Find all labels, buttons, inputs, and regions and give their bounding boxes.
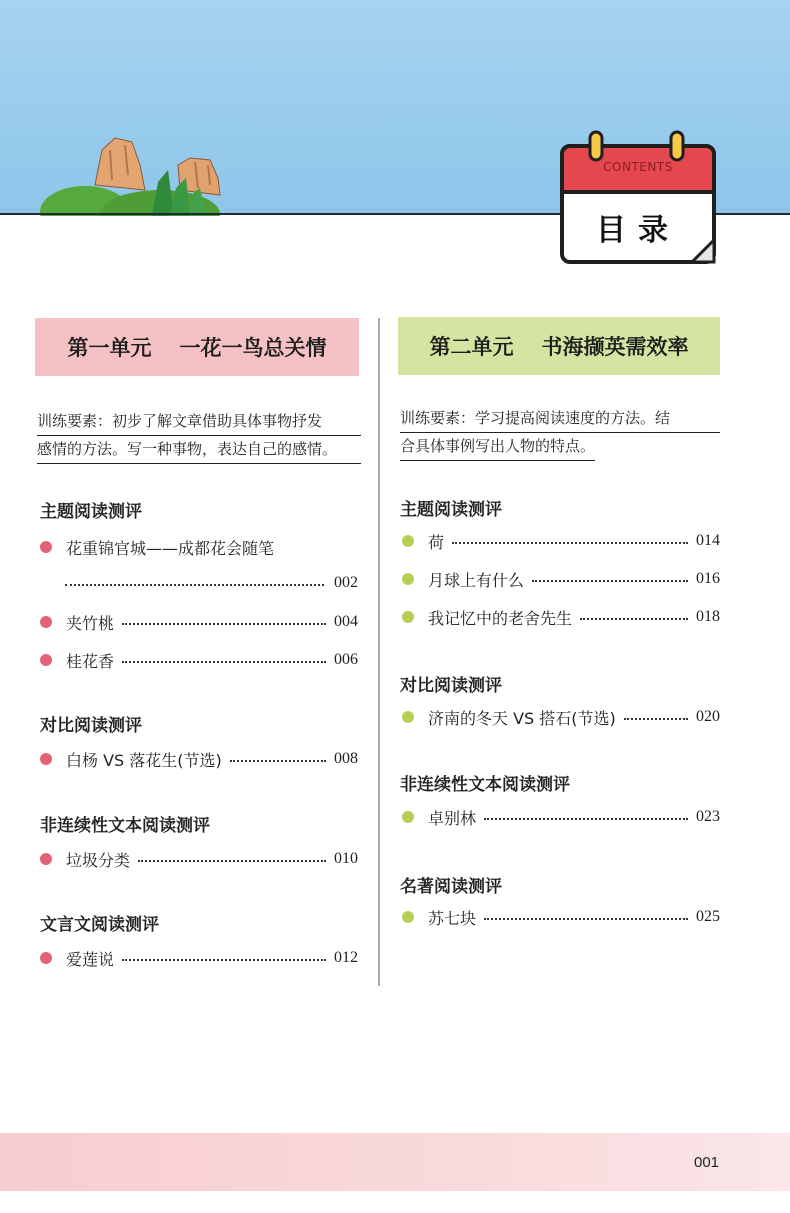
bullet-dot — [402, 573, 414, 585]
entry-page: 020 — [696, 708, 720, 725]
section-title: 对比阅读测评 — [40, 716, 142, 736]
unit2-requirement-line: 合具体事例写出人物的特点。 — [400, 433, 595, 461]
toc-entry[interactable] — [40, 846, 358, 872]
leader-dots — [484, 918, 688, 920]
leader-dots — [122, 959, 326, 961]
page-number: 001 — [694, 1154, 720, 1171]
entry-title: 荷 — [428, 532, 445, 552]
entry-title: 苏七块 — [428, 908, 477, 928]
unit1-requirement-line: 训练要素：初步了解文章借助具体事物抒发 — [37, 408, 361, 436]
leader-dots — [65, 584, 324, 586]
column-divider — [378, 318, 380, 986]
entry-page: 018 — [696, 608, 720, 625]
entry-title: 济南的冬天 VS 搭石(节选) — [428, 708, 616, 728]
bullet-dot — [402, 535, 414, 547]
unit1-requirement — [37, 408, 361, 464]
entry-title: 月球上有什么 — [428, 570, 525, 590]
section-title: 非连续性文本阅读测评 — [400, 775, 570, 795]
toc-entry[interactable] — [402, 528, 720, 554]
entry-title: 桂花香 — [66, 651, 115, 671]
entry-page: 006 — [334, 651, 358, 668]
unit1-number: 第一单元 — [67, 336, 152, 360]
leader-dots — [122, 661, 326, 663]
toc-entry[interactable] — [40, 609, 358, 635]
entry-page: 023 — [696, 808, 720, 825]
mountain-illustration — [40, 130, 240, 216]
bullet-dot — [402, 611, 414, 623]
entry-page: 012 — [334, 949, 358, 966]
toc-entry[interactable] — [402, 604, 720, 630]
entry-title: 垃圾分类 — [66, 850, 131, 870]
entry-page: 008 — [334, 750, 358, 767]
contents-label: CONTENTS — [603, 160, 673, 174]
toc-entry[interactable] — [40, 945, 358, 971]
unit2-name: 书海撷英需效率 — [541, 335, 689, 359]
entry-page: 016 — [696, 570, 720, 587]
toc-entry[interactable] — [402, 566, 720, 592]
toc-entry[interactable] — [40, 534, 358, 560]
section-title: 文言文阅读测评 — [40, 915, 159, 935]
toc-entry-continuation[interactable] — [65, 570, 358, 596]
bullet-dot — [40, 853, 52, 865]
unit2-requirement-line: 训练要素：学习提高阅读速度的方法。结 — [400, 405, 720, 433]
unit2-requirement — [400, 405, 720, 461]
entry-title: 白杨 VS 落花生(节选) — [66, 750, 222, 770]
unit1-banner — [35, 318, 359, 376]
entry-title: 花重锦官城——成都花会随笔 — [66, 538, 275, 558]
bullet-dot — [40, 952, 52, 964]
unit2-number: 第二单元 — [429, 335, 514, 359]
unit1-name: 一花一鸟总关情 — [179, 336, 327, 360]
leader-dots — [624, 718, 688, 720]
entry-page: 004 — [334, 613, 358, 630]
toc-entry[interactable] — [402, 904, 720, 930]
bullet-dot — [402, 711, 414, 723]
entry-title: 夹竹桃 — [66, 613, 115, 633]
section-title: 非连续性文本阅读测评 — [40, 816, 210, 836]
entry-title: 卓别林 — [428, 808, 477, 828]
leader-dots — [532, 580, 688, 582]
bullet-dot — [40, 753, 52, 765]
entry-page: 025 — [696, 908, 720, 925]
entry-page: 002 — [334, 574, 358, 591]
leader-dots — [138, 860, 326, 862]
leader-dots — [484, 818, 688, 820]
toc-entry[interactable] — [40, 647, 358, 673]
bullet-dot — [402, 911, 414, 923]
page-title: 目录 — [596, 213, 680, 248]
toc-entry[interactable] — [402, 704, 720, 730]
bullet-dot — [40, 654, 52, 666]
bullet-dot — [40, 616, 52, 628]
entry-page: 010 — [334, 850, 358, 867]
toc-entry[interactable] — [40, 746, 358, 772]
section-title: 对比阅读测评 — [400, 676, 502, 696]
bullet-dot — [40, 541, 52, 553]
section-title: 主题阅读测评 — [40, 502, 142, 522]
unit1-requirement-line: 感情的方法。写一种事物，表达自己的感情。 — [37, 436, 361, 464]
bullet-dot — [402, 811, 414, 823]
unit2-banner — [398, 317, 720, 375]
section-title: 名著阅读测评 — [400, 877, 502, 897]
section-title: 主题阅读测评 — [400, 500, 502, 520]
leader-dots — [580, 618, 688, 620]
footer-band — [0, 1133, 790, 1191]
entry-page: 014 — [696, 532, 720, 549]
leader-dots — [122, 623, 326, 625]
entry-title: 爱莲说 — [66, 949, 115, 969]
entry-title: 我记忆中的老舍先生 — [428, 608, 573, 628]
leader-dots — [230, 760, 326, 762]
toc-entry[interactable] — [402, 804, 720, 830]
leader-dots — [452, 542, 688, 544]
